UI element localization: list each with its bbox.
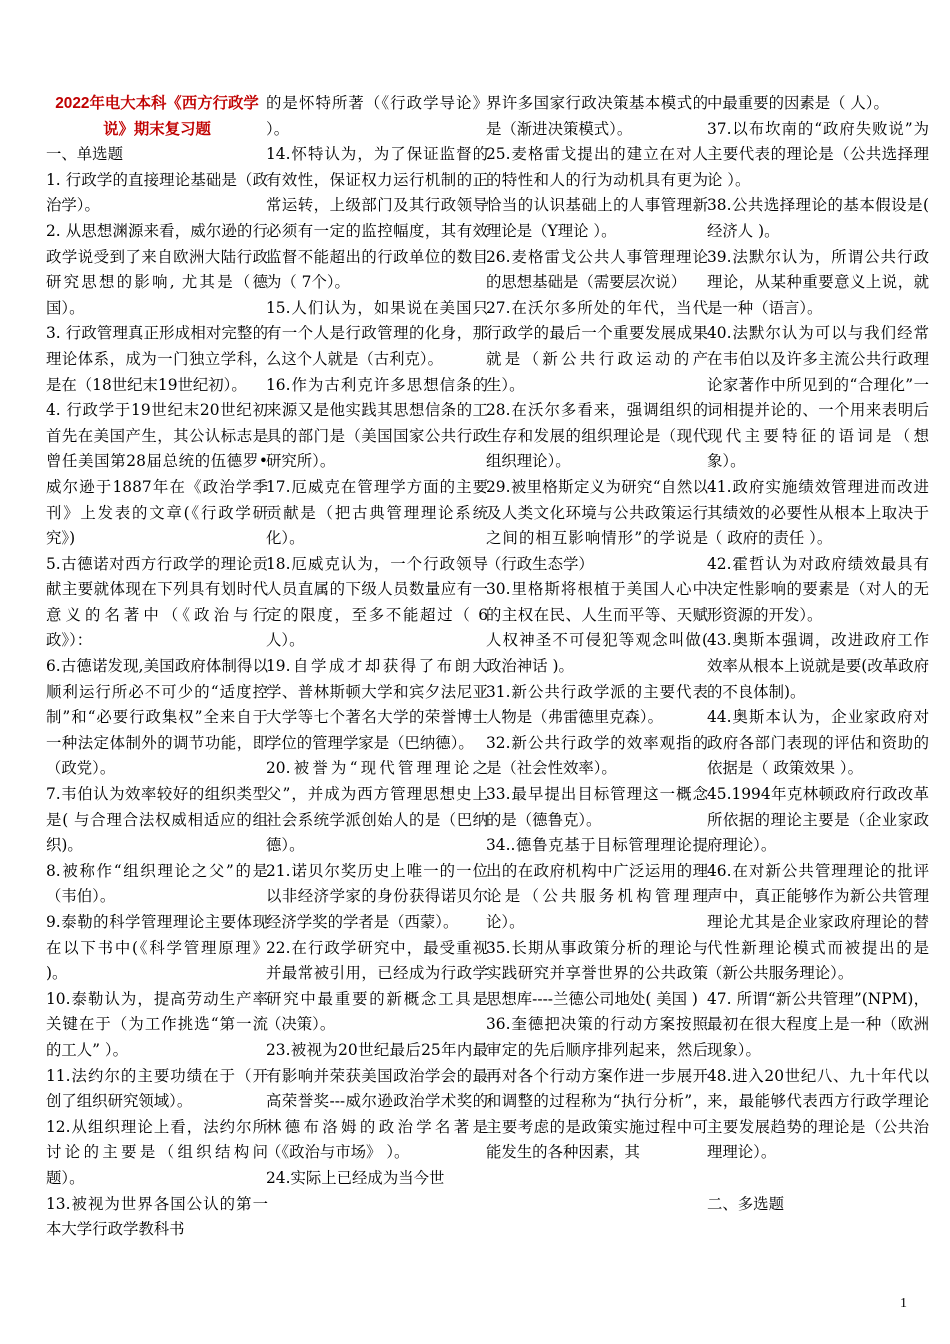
question-item: 34..德鲁克基于目标管理理论提出的在政府机构中广泛运用的理论是（公共服务机构管理理论）。: [486, 836, 708, 931]
page-number: 1: [900, 1296, 907, 1311]
question-list-col4: [707, 91, 929, 1166]
question-item: 46.在对新公共管理理论的批评声中，真正能够作为新公共管理理论尤其是企业家政府理论的替代性新理论模式而被提出的是（新公共服务理论）。: [707, 861, 929, 983]
question-item: 37.以布坎南的“政府失败说”为主要代表的理论是（公共选择理论 ）。: [707, 119, 929, 189]
question-item: 28.在沃尔多看来，强调组织的生存和发展的组织理论是（现代组织理论）。: [486, 401, 708, 471]
question-item: 36.奎德把决策的行动方案按照审定的先后顺序排列起来，然后再对各个行动方案作进一步展开和调整的过程称为“执行分析”，主要考虑的是政策实施过程中可能发生的各种因素，其: [486, 1015, 708, 1162]
question-item: 3. 行政管理真正形成相对完整的理论体系，成为一门独立学科，是在（18世纪末19世纪初）。: [46, 324, 268, 394]
section-heading-single-choice: 一、单选题: [46, 145, 123, 164]
question-item: 12.从组织理论上看，法约尔所讨论的主要是（组织结构问题）。: [46, 1117, 268, 1187]
question-item: 中最重要的因素是（ 人）。: [707, 94, 889, 112]
question-item: 39.法默尔认为，所谓公共行政理论，从某种重要意义上说，就是一种（语言）。: [707, 247, 929, 317]
question-item: 4. 行政学于19世纪末20世纪初首先在美国产生，其公认标志是曾任美国第28届总统的伍德罗•威尔逊于1887年在《政治学季刊》上发表的文章(《行政学研究》): [46, 401, 268, 548]
question-item: 40.法默尔认为可以与我们经常在韦伯以及许多主流公共行政理论家著作中所见到的“合理化”一词相提并论的、一个用来表明后现代主要特征的语词是（想象）。: [707, 324, 929, 471]
question-item: 6.古德诺发现,美国政府体制得以顺利运行所必不可少的“适度控制”和“必要行政集权”全来自于一种法定体制外的调节功能，即（政党）。: [46, 657, 268, 778]
question-item: 21.诺贝尔奖历史上唯一的一位以非经济学家的身份获得诺贝尔经济学奖的学者是（西蒙）。: [266, 861, 488, 931]
question-item: 15.人们认为，如果说在美国只有一个人是行政管理的化身，那么这个人就是（古利克）。: [266, 298, 488, 368]
question-list-col2: [266, 91, 488, 1192]
column-1: [46, 91, 268, 1243]
column-4: [707, 91, 929, 1218]
section-gap: [707, 1166, 929, 1192]
question-item: 23.被视为20世纪最后25年内最有影响并荣获美国政治学会的最高荣誉奖---威尔逊政治学术奖的林德布洛姆的政治学名著是（《政治与市场》 ）。: [266, 1040, 488, 1162]
question-item: 17.厄威克在管理学方面的主要贡献是（把古典管理理论系统化）。: [266, 477, 488, 548]
question-item: 5.古德诺对西方行政学的理论贡献主要就体现在下列具有划时代意义的名著中（《政治与行政》）：: [46, 554, 268, 650]
question-list-col1: [46, 168, 268, 1243]
column-3: [486, 91, 708, 1166]
question-item: 9.泰勒的科学管理理论主要体现在以下书中(《科学管理原理》 )。: [46, 913, 268, 983]
question-item: 22.在行政学研究中，最受重视并最常被引用，已经成为行政学研究中最重要的新概念工具是（决策）。: [266, 938, 488, 1034]
question-item: 20.被誉为“现代管理理论之父”，并成为西方管理思想史上社会系统学派创始人的是（巴纳德）。: [266, 759, 488, 855]
question-item: 42.霍哲认为对政府绩效最具有决定性影响的要素是（对人的无形资源的开发）。: [707, 554, 929, 624]
question-item: 25.麦格雷戈提出的建立在对人的特性和人的行为动机具有更为恰当的认识基础上的人事管理新理论是（Y理论 ）。: [486, 145, 708, 240]
question-item: 38.公共选择理论的基本假设是( 经济人 )。: [707, 196, 929, 240]
question-item: 35.长期从事政策分析的理论与实践研究并享誉世界的公共政策思想库----兰德公司地处( 美国 ): [486, 938, 708, 1008]
question-item: 8.被称作“组织理论之父”的是（韦伯）。: [46, 861, 268, 906]
question-item: 30.里格斯将根植于美国人心中的主权在民、人生而平等、天赋人权神圣不可侵犯等观念叫做( 政治神话 )。: [486, 580, 708, 676]
question-item: 24.实际上已经成为当今世: [266, 1168, 445, 1187]
question-item: 29.被里格斯定义为研究“自然以及人类文化环境与公共政策运行之间的相互影响情形”的学说是（行政生态学）: [486, 477, 708, 573]
question-item: 44.奥斯本认为，企业家政府对政府各部门表现的评估和资助的依据是（ 政策效果 ）。: [707, 708, 929, 778]
question-item: 16.作为古利克许多思想信条的来源又是他实践其思想信条的工具的部门是（美国国家公共行政研究所）。: [266, 375, 488, 471]
question-item: 27.在沃尔多所处的年代，当代行政学的最后一个重要发展成果就是（新公共行政运动的产生）。: [486, 298, 708, 394]
question-item: 33.最早提出目标管理这一概念的是（德鲁克）。: [486, 785, 708, 829]
question-item: 7.韦伯认为效率较好的组织类型是( 与合理合法权威相适应的组织)。: [46, 785, 268, 855]
question-item: 19.自学成才却获得了布朗大学、普林斯顿大学和宾夕法尼亚大学等七个著名大学的荣誉博士学位的管理学家是（巴纳德）。: [266, 657, 488, 752]
question-item: 界许多国家行政决策基本模式的是（渐进决策模式）。: [486, 94, 708, 138]
question-item: 的是怀特所著（《行政学导论》 ）。: [266, 94, 488, 138]
question-item: 18.厄威克认为，一个行政领导人员直属的下级人员数量应有一定的限度，至多不能超过（ 6人）。: [266, 554, 488, 650]
question-item: 26.麦格雷戈公共人事管理理论的思想基础是（需要层次说）: [486, 247, 708, 292]
question-item: 11.法约尔的主要功绩在于（开创了组织研究领域）。: [46, 1066, 268, 1111]
question-item: 31.新公共行政学派的主要代表人物是（弗雷德里克森）。: [486, 682, 708, 727]
column-2: [266, 91, 488, 1192]
question-item: 41.政府实施绩效管理进而改进其绩效的必要性从根本上取决于（ 政府的责任 ）。: [707, 477, 929, 548]
question-item: 32.新公共行政学的效率观指的是（社会性效率）。: [486, 733, 708, 778]
question-item: 1. 行政学的直接理论基础是（政治学）。: [46, 170, 268, 215]
question-item: 13.被视为世界各国公认的第一本大学行政学教科书: [46, 1194, 268, 1239]
section-heading-multiple-choice: 二、多选题: [707, 1194, 784, 1213]
question-item: 2. 从思想渊源来看，威尔逊的行政学说受到了来自欧洲大陆行政研究思想的影响, 尤其是（德国）。: [46, 221, 268, 317]
question-item: 43.奥斯本强调，改进政府工作效率从根本上说就是要(改革政府的不良体制)。: [707, 631, 929, 701]
question-item: 48.进入20世纪八、九十年代以来，最能够代表西方行政学理论主要发展趋势的理论是（公共治理理论）。: [707, 1066, 929, 1162]
question-item: 45.1994年克林顿政府行政改革所依据的理论主要是（企业家政府理论）。: [707, 785, 929, 855]
question-item: 47. 所谓“新公共管理”(NPM)，最初在很大程度上是一种（欧洲现象）。: [707, 989, 929, 1059]
question-item: 14.怀特认为，为了保证监督的有效性，保证权力运行机制的正常运转，上级部门及其行政领导必须有一定的监控幅度，其有效监督不能超出的行政单位的数目为（ 7个）。: [266, 145, 488, 292]
question-list-col3: [486, 91, 708, 1166]
document-title: 2022年电大本科《西方行政学说》期末复习题: [55, 95, 259, 138]
question-item: 10.泰勒认为，提高劳动生产率关键在于（为工作挑选“第一流的工人” ）。: [46, 989, 268, 1059]
